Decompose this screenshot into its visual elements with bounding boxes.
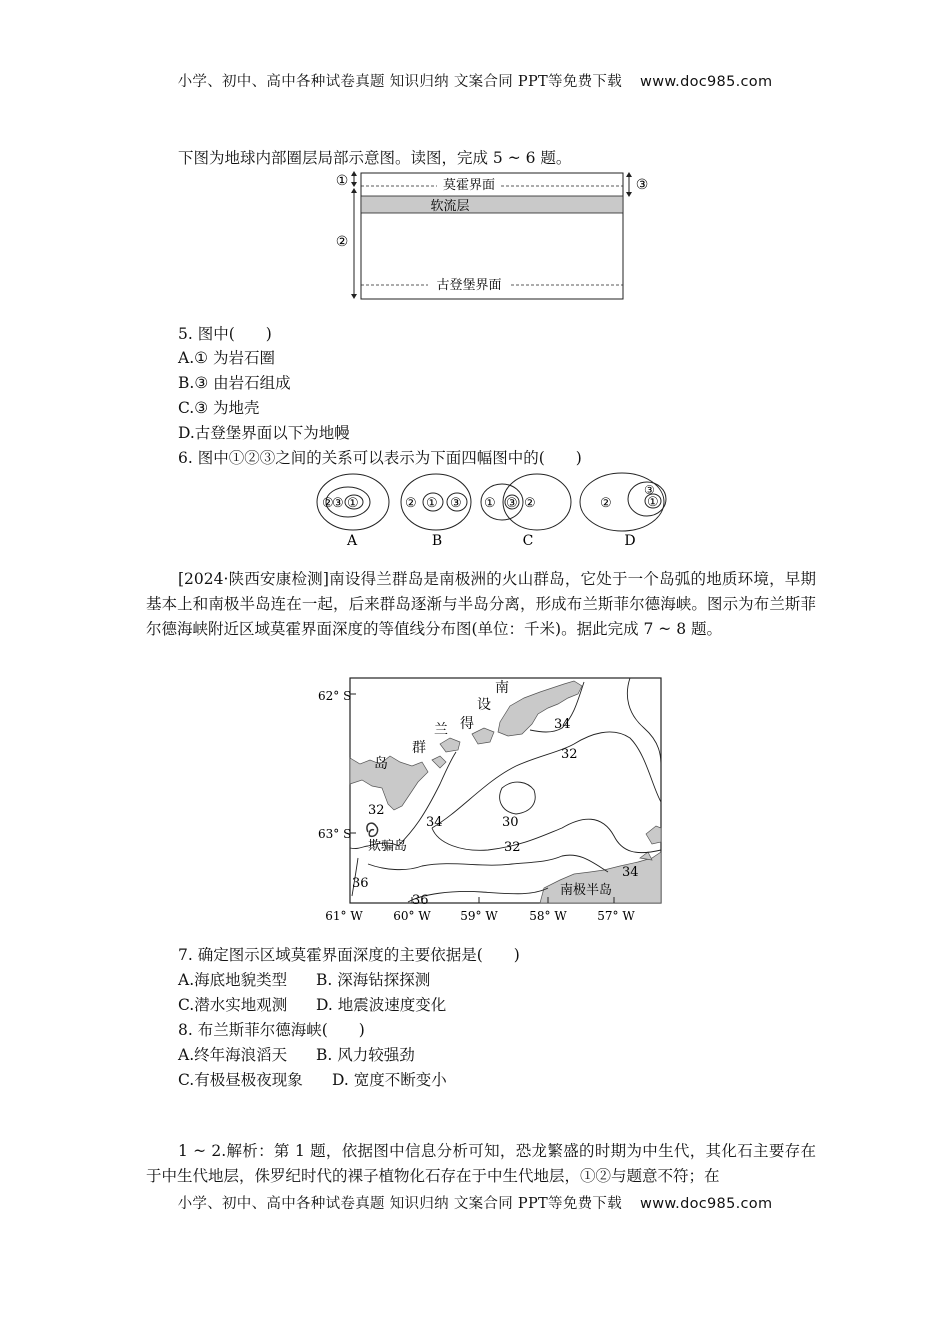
label-2: ② xyxy=(335,234,349,250)
asthenosphere-label: 软流层 xyxy=(430,199,470,214)
gutenberg-label: 古登堡界面 xyxy=(436,278,502,293)
header-text: 小学、初中、高中各种试卷真题 知识归纳 文案合同 PPT等免费下载 xyxy=(177,74,623,90)
q7-option-d[interactable]: D. 地震波速度变化 xyxy=(316,996,447,1014)
footer-text: 小学、初中、高中各种试卷真题 知识归纳 文案合同 PPT等免费下载 xyxy=(177,1196,623,1212)
lon-61: 61° W xyxy=(325,909,363,923)
q5-option-d[interactable]: D.古登堡界面以下为地幔 xyxy=(178,424,350,442)
header-url[interactable]: www.doc985.com xyxy=(640,74,773,90)
lon-58: 58° W xyxy=(529,909,567,923)
d-c1: ① xyxy=(647,495,659,510)
lon-57: 57° W xyxy=(597,909,635,923)
label-32-ne: 32 xyxy=(561,747,578,762)
moho-depth-map xyxy=(312,676,672,928)
page-header xyxy=(0,70,950,91)
lat-63: 63° S xyxy=(318,827,352,841)
q5-option-c[interactable]: C.③ 为地壳 xyxy=(178,399,260,417)
island-char-1: 南 xyxy=(495,680,509,696)
island-char-4: 兰 xyxy=(434,722,448,738)
c-c1: ① xyxy=(484,496,496,511)
option-d-label: D xyxy=(624,533,636,549)
passage-q7-8: [2024·陕西安康检测]南设得兰群岛是南极洲的火山群岛，它处于一个岛弧的地质环境，早期基本上和南极半岛连在一起，后来群岛逐渐与半岛分离，形成布兰斯菲尔德海峡。图示为布兰斯菲尔德海峡附近区域莫霍界面深度的等值线分布图(单位：千米)。据此完成 7 ~ 8 题。 xyxy=(146,570,816,638)
asthenosphere-band xyxy=(361,196,623,213)
q8-option-c[interactable]: C.有极昼极夜现象 xyxy=(178,1071,303,1089)
q8-option-a[interactable]: A.终年海浪滔天 xyxy=(178,1046,288,1064)
b-c1: ① xyxy=(426,496,438,511)
a-c1: ① xyxy=(347,496,359,511)
d-c3: ③ xyxy=(644,483,655,497)
q5-option-a[interactable]: A.① 为岩石圈 xyxy=(178,349,275,367)
label-34-w: 34 xyxy=(426,815,443,830)
label-3: ③ xyxy=(635,177,649,193)
deception-island-label: 欺骗岛 xyxy=(368,839,408,854)
option-c-label: C xyxy=(522,533,534,549)
island-char-2: 设 xyxy=(477,697,491,713)
footer-url[interactable]: www.doc985.com xyxy=(640,1196,773,1212)
answer-explanation: 1 ~ 2.解析：第 1 题，依据图中信息分析可知，恐龙繁盛的时期为中生代，其化石主要存在于中生代地层，侏罗纪时代的裸子植物化石存在于中生代地层，①②与题意不符；在 xyxy=(146,1142,816,1185)
option-c-diagram xyxy=(481,474,571,530)
d-c2: ② xyxy=(600,496,612,511)
label-30: 30 xyxy=(502,815,519,830)
c-c3: ③ xyxy=(506,496,518,511)
q7-option-a[interactable]: A.海底地貌类型 xyxy=(178,971,288,989)
q5-stem: 5. 图中( ) xyxy=(178,325,272,343)
intro-q5-6: 下图为地球内部圈层局部示意图。读图，完成 5 ~ 6 题。 xyxy=(178,149,572,167)
label-1: ① xyxy=(335,173,349,189)
a-c2: ② xyxy=(322,496,334,511)
q8-stem: 8. 布兰斯菲尔德海峡( ) xyxy=(178,1021,365,1039)
q8-option-d[interactable]: D. 宽度不断变小 xyxy=(332,1071,447,1089)
q7-stem: 7. 确定图示区域莫霍界面深度的主要依据是( ) xyxy=(178,946,520,964)
c-c2: ② xyxy=(524,496,536,511)
lon-59: 59° W xyxy=(460,909,498,923)
option-b-label: B xyxy=(431,533,443,549)
label-32-w: 32 xyxy=(368,803,385,818)
q7-option-c[interactable]: C.潜水实地观测 xyxy=(178,996,288,1014)
label-32-s: 32 xyxy=(504,840,521,855)
q5-option-b[interactable]: B.③ 由岩石组成 xyxy=(178,374,291,392)
moho-label: 莫霍界面 xyxy=(442,178,496,193)
lon-60: 60° W xyxy=(393,909,431,923)
b-c2: ② xyxy=(405,496,417,511)
island-char-6: 岛 xyxy=(374,756,388,772)
option-a-label: A xyxy=(346,533,358,549)
a-c3: ③ xyxy=(332,496,344,511)
peninsula-label: 南极半岛 xyxy=(560,883,613,898)
island-char-3: 得 xyxy=(460,716,474,732)
q6-stem: 6. 图中①②③之间的关系可以表示为下面四幅图中的( ) xyxy=(178,449,582,467)
label-36-s: 36 xyxy=(412,893,429,908)
q7-option-b[interactable]: B. 深海钻探探测 xyxy=(316,971,431,989)
lat-62: 62° S xyxy=(318,689,352,703)
island-char-5: 群 xyxy=(412,740,426,756)
page-footer xyxy=(0,1192,950,1213)
q6-options-diagram xyxy=(312,470,672,552)
label-34-ne: 34 xyxy=(554,717,571,732)
label-36-w: 36 xyxy=(352,876,369,891)
option-a-diagram xyxy=(317,474,389,530)
option-b-diagram xyxy=(401,474,471,530)
option-d-diagram xyxy=(580,473,666,531)
earth-layers-diagram xyxy=(330,168,660,304)
label-34-se: 34 xyxy=(622,865,639,880)
b-c3: ③ xyxy=(450,496,462,511)
q8-option-b[interactable]: B. 风力较强劲 xyxy=(316,1046,415,1064)
